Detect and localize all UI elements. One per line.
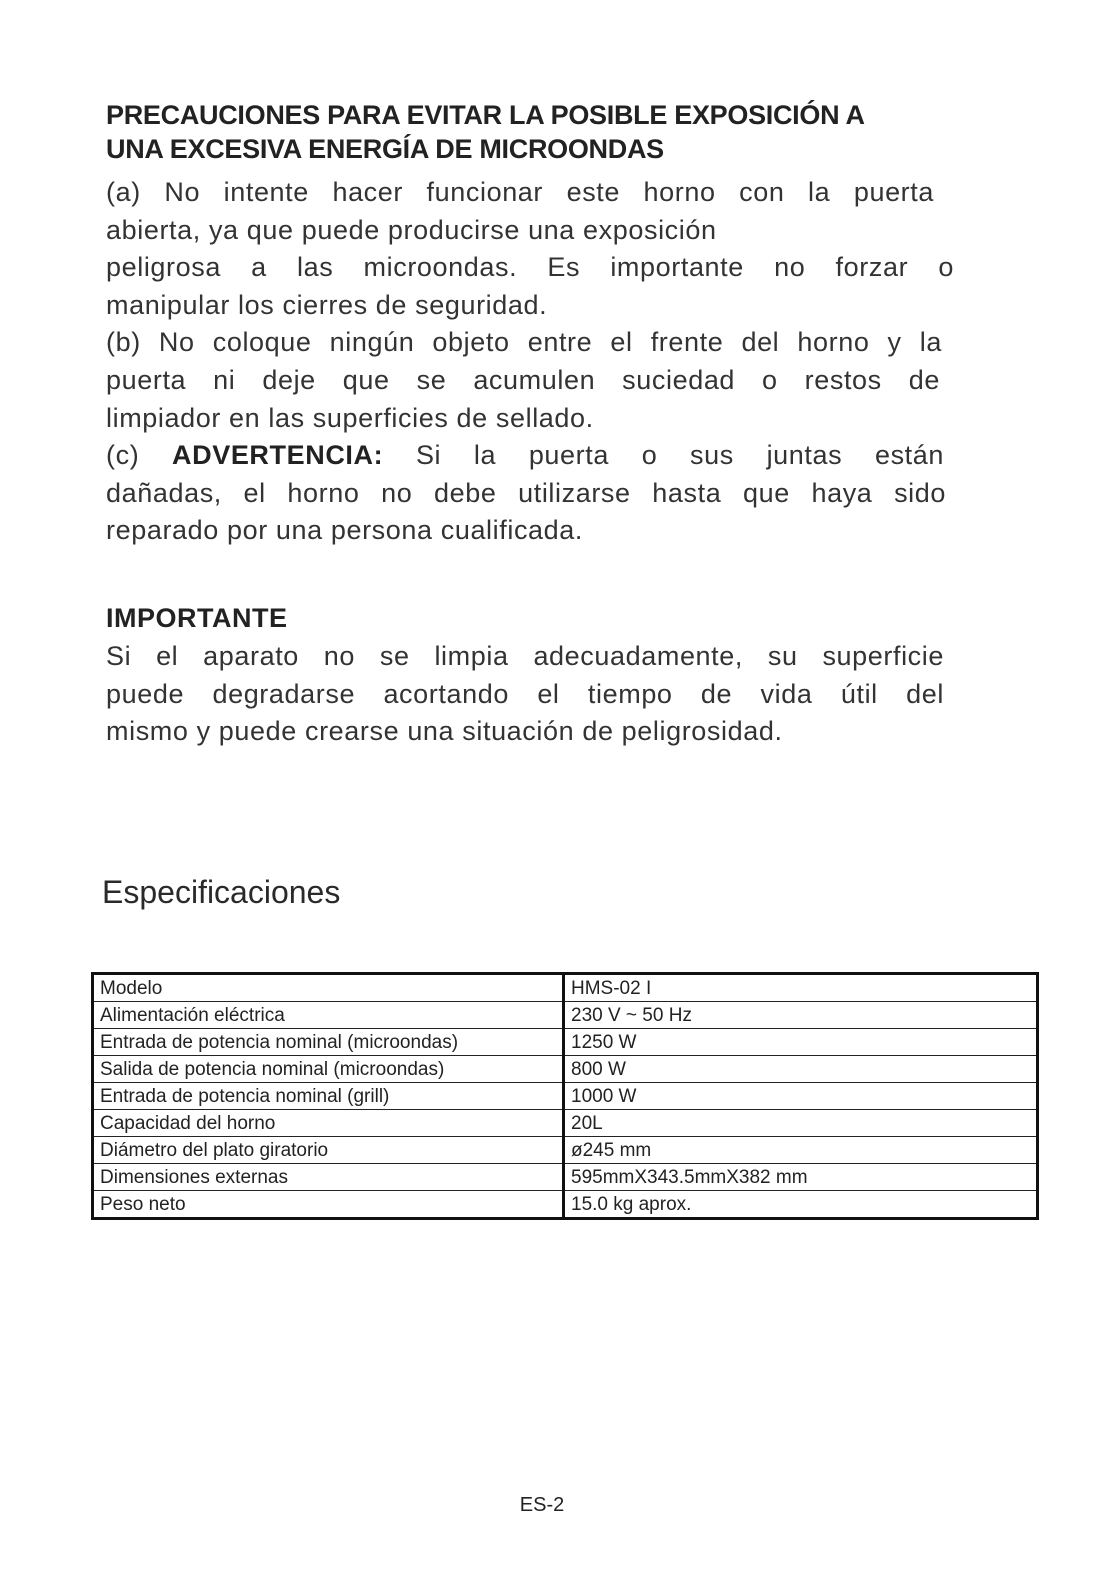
spec-label: Dimensiones externas <box>93 1164 564 1191</box>
precaution-c-line <box>106 437 944 475</box>
spec-label: Alimentación eléctrica <box>93 1002 564 1029</box>
table-row <box>93 974 1038 1002</box>
warning-label: ADVERTENCIA: <box>172 440 384 471</box>
important-title: IMPORTANTE <box>106 603 288 633</box>
important-line: Si el aparato no se limpia adecuadamente, su superficie <box>106 641 944 671</box>
precaution-c-line: reparado por una persona cualificada. <box>106 515 584 546</box>
table-row <box>93 1002 1038 1029</box>
spec-value: 230 V ~ 50 Hz <box>564 1002 1038 1029</box>
page-number: ES-2 <box>519 1494 565 1516</box>
spec-label: Salida de potencia nominal (microondas) <box>93 1056 564 1083</box>
spec-label: Capacidad del horno <box>93 1110 564 1137</box>
table-row <box>93 1110 1038 1137</box>
precaution-c-line1-rest: Si la puerta o sus juntas están <box>415 440 944 471</box>
precautions-title-line-1: PRECAUCIONES PARA EVITAR LA POSIBLE EXPOSICIÓN A <box>106 100 865 130</box>
precaution-a-line: peligrosa a las microondas. Es importante no forzar o <box>106 252 954 283</box>
important-line: mismo y puede crearse una situación de peligrosidad. <box>106 716 783 747</box>
spec-value: 20L <box>564 1110 1038 1137</box>
precaution-c-prefix: (c) <box>106 440 173 471</box>
specifications-heading: Especificaciones <box>102 874 341 910</box>
table-row <box>93 1137 1038 1164</box>
table-row <box>93 1056 1038 1083</box>
spec-label: Peso neto <box>93 1191 564 1219</box>
precaution-a <box>106 174 966 324</box>
table-row <box>93 1029 1038 1056</box>
important-line: puede degradarse acortando el tiempo de vida útil del <box>106 678 944 709</box>
precaution-b-line: limpiador en las superficies de sellado. <box>106 402 594 433</box>
spec-value: 800 W <box>564 1056 1038 1083</box>
spec-label: Modelo <box>93 974 564 1002</box>
important-section <box>106 600 946 751</box>
spec-label: Entrada de potencia nominal (grill) <box>93 1083 564 1110</box>
precaution-a-line: (a) No intente hacer funcionar este horno con la puerta <box>106 177 934 207</box>
table-row <box>93 1164 1038 1191</box>
precaution-b-line: (b) No coloque ningún objeto entre el frente del horno y la <box>106 327 942 358</box>
spec-label: Diámetro del plato giratorio <box>93 1137 564 1164</box>
spec-value: HMS-02 I <box>564 974 1038 1002</box>
spec-value: 1250 W <box>564 1029 1038 1056</box>
spec-value: 15.0 kg aprox. <box>564 1191 1038 1219</box>
precautions-title <box>106 98 966 166</box>
precautions-title-line-2: UNA EXCESIVA ENERGÍA DE MICROONDAS <box>106 134 664 164</box>
important-text <box>106 638 946 751</box>
specifications-table <box>91 972 1039 1220</box>
precaution-c-line: dañadas, el horno no debe utilizarse hasta que haya sido <box>106 477 946 508</box>
spec-value: 1000 W <box>564 1083 1038 1110</box>
precaution-a-line: abierta, ya que puede producirse una exposición <box>106 214 717 245</box>
precaution-b-line: puerta ni deje que se acumulen suciedad o restos de <box>106 364 940 395</box>
spec-value: 595mmX343.5mmX382 mm <box>564 1164 1038 1191</box>
spec-label: Entrada de potencia nominal (microondas) <box>93 1029 564 1056</box>
precaution-a-line: manipular los cierres de seguridad. <box>106 289 548 320</box>
table-row <box>93 1191 1038 1219</box>
precautions-section <box>106 98 966 550</box>
table-row <box>93 1083 1038 1110</box>
precaution-c <box>106 437 966 550</box>
spec-value: ø245 mm <box>564 1137 1038 1164</box>
precaution-b <box>106 324 966 437</box>
